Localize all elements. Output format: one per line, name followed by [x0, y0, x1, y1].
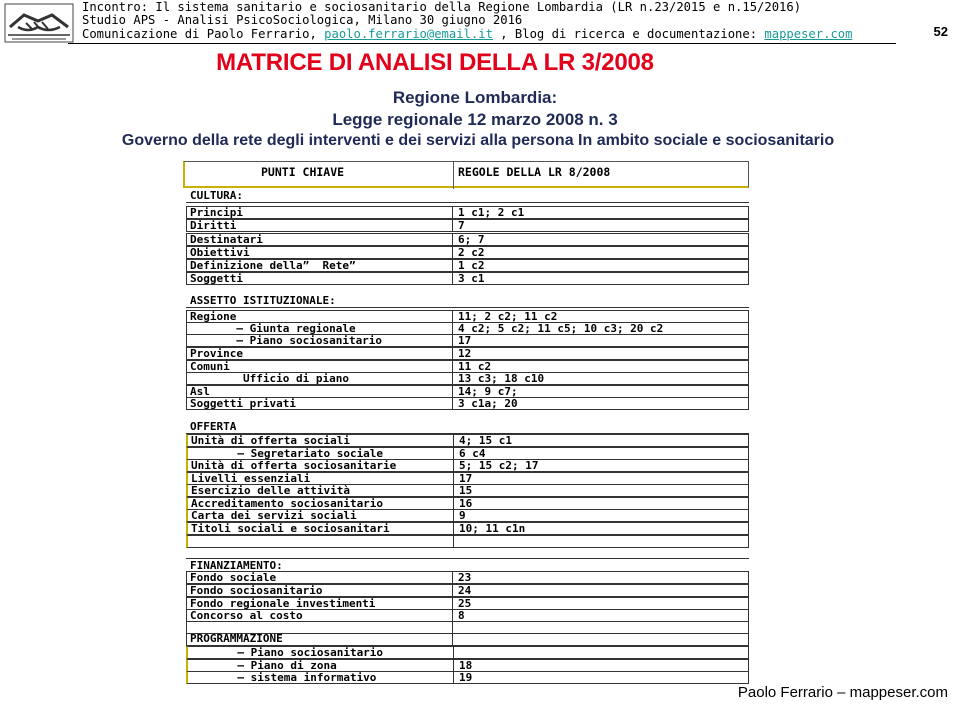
column-header-rules: REGOLE DELLA LR 8/2008	[458, 165, 611, 179]
footer-credit: Paolo Ferrario – mappeser.com	[737, 684, 948, 701]
table-row: – Segretariato sociale 6 c4	[186, 447, 749, 460]
handshake-logo-icon	[4, 3, 74, 43]
header-divider	[68, 43, 896, 44]
page-number: 52	[933, 24, 948, 39]
section-programmazione: PROGRAMMAZIONE	[190, 632, 283, 645]
header-info	[82, 1, 852, 41]
table-row: – Piano di zona 18	[186, 659, 749, 672]
table-row-section	[186, 633, 749, 646]
section-cultura: CULTURA:	[190, 189, 243, 202]
table-row: Definizione della” Rete” 1 c2	[186, 259, 749, 272]
table-row: Comuni 11 c2	[186, 360, 749, 373]
table-row: Carta dei servizi sociali 9	[186, 509, 749, 522]
column-header-key-points: PUNTI CHIAVE	[261, 165, 345, 179]
table-row: Destinatari 6; 7	[186, 233, 749, 246]
table-row: Diritti 7	[186, 219, 749, 232]
site-link[interactable]: mappeser.com	[764, 26, 853, 41]
table-header	[183, 161, 749, 188]
table-row: Ufficio di piano 13 c3; 18 c10	[186, 372, 749, 385]
table-row: – Giunta regionale 4 c2; 5 c2; 11 c5; 10 c3; 20 c2	[186, 322, 749, 335]
table-row: Unità di offerta sociosanitarie 5; 15 c2; 17	[186, 459, 749, 472]
table-row: Esercizio delle attività 15	[186, 484, 749, 497]
table-row: Livelli essenziali 17	[186, 472, 749, 485]
table-row: Principi 1 c1; 2 c1	[186, 206, 749, 219]
section-finanziamento: FINANZIAMENTO:	[190, 559, 283, 572]
table-row: Province 12	[186, 347, 749, 360]
table-row: – Piano sociosanitario	[186, 646, 749, 659]
subtitle-description: Governo della rete degli interventi e dei servizi alla persona In ambito sociale e sociosanitario	[121, 132, 835, 149]
page-title: MATRICE DI ANALISI DELLA LR 3/2008	[216, 49, 654, 76]
table-row: Fondo sociosanitario 24	[186, 584, 749, 597]
header-line-1: Incontro: Il sistema sanitario e sociosanitario della Regione Lombardia (LR n.23/2015 e n.15/2016)	[82, 0, 802, 14]
header-line-3: Comunicazione di Paolo Ferrario, paolo.ferrario@email.it , Blog di ricerca e documentazione: mappeser.com	[82, 26, 853, 41]
table-row: Fondo sociale 23	[186, 571, 749, 584]
section-assetto: ASSETTO ISTITUZIONALE:	[190, 294, 336, 307]
table-row: Fondo regionale investimenti 25	[186, 597, 749, 610]
table-row: Unità di offerta sociali 4; 15 c1	[186, 434, 749, 447]
table-row: – sistema informativo 19	[186, 671, 749, 684]
subtitle-law: Legge regionale 12 marzo 2008 n. 3	[332, 110, 618, 129]
table-row: Obiettivi 2 c2	[186, 246, 749, 259]
subtitle-region: Regione Lombardia:	[392, 88, 558, 107]
table-row: – Piano sociosanitario 17	[186, 334, 749, 347]
table-row: Regione 11; 2 c2; 11 c2	[186, 310, 749, 323]
header-line-2: Studio APS - Analisi PsicoSociologica, Milano 30 giugno 2016	[82, 13, 523, 28]
section-offerta: OFFERTA	[190, 420, 237, 433]
table-row: Concorso al costo 8	[186, 609, 749, 622]
table-row: Soggetti 3 c1	[186, 272, 749, 285]
table-row: Titoli sociali e sociosanitari 10; 11 c1n	[186, 522, 749, 535]
table-row-empty	[186, 535, 749, 548]
analysis-matrix	[183, 161, 749, 685]
table-row: Accreditamento sociosanitario 16	[186, 497, 749, 510]
table-row: Asl 14; 9 c7;	[186, 385, 749, 398]
table-row: Soggetti privati 3 c1a; 20	[186, 397, 749, 410]
email-link[interactable]: paolo.ferrario@email.it	[324, 26, 493, 41]
